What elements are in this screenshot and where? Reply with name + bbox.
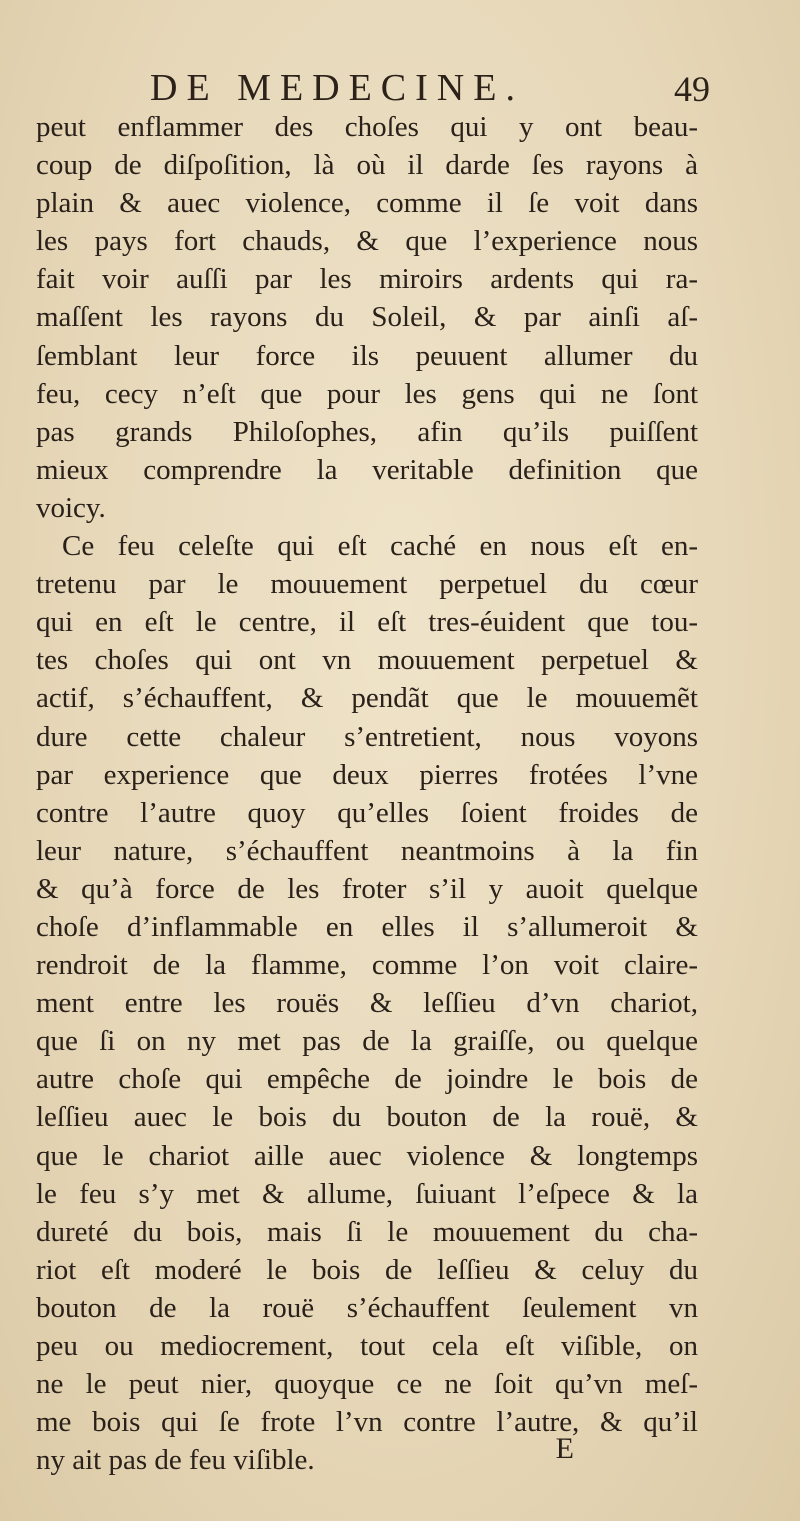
text-line: & qu’à force de les froter s’il y auoit quelque	[36, 872, 698, 905]
catchword: E	[555, 1432, 574, 1465]
text-line: ne le peut nier, quoyque ce ne ſoit qu’vn meſ-	[36, 1368, 698, 1401]
text-line: que ſi on ny met pas de la graiſſe, ou quelque	[36, 1025, 698, 1058]
text-line: contre l’autre quoy qu’elles ſoient froides de	[36, 796, 698, 829]
text-line: leur nature, s’échauffent neantmoins à la fin	[36, 834, 698, 867]
text-line: leſſieu auec le bois du bouton de la rouë, &	[36, 1101, 698, 1134]
text-line: par experience que deux pierres frotées l’vne	[36, 758, 698, 791]
text-line: dure cette chaleur s’entretient, nous voyons	[36, 720, 698, 753]
text-line: autre choſe qui empêche de joindre le bois de	[36, 1063, 698, 1096]
text-line: tretenu par le mouuement perpetuel du cœur	[36, 568, 698, 601]
text-line: voicy.	[36, 491, 106, 524]
text-line: dureté du bois, mais ſi le mouuement du cha-	[36, 1215, 698, 1248]
text-line: me bois qui ſe frote l’vn contre l’autre, & qu’il	[36, 1406, 698, 1439]
text-line: peu ou mediocrement, tout cela eſt viſible, on	[36, 1330, 698, 1362]
body-text	[36, 108, 698, 1479]
text-line: ny ait pas de feu viſible.	[36, 1444, 315, 1477]
page-number: 49	[674, 69, 710, 109]
text-line: maſſent les rayons du Soleil, & par ainſi aſ-	[36, 301, 698, 334]
text-line: tes choſes qui ont vn mouuement perpetuel &	[36, 644, 698, 677]
text-line: coup de diſpoſition, là où il darde ſes rayons à	[36, 149, 698, 182]
text-line: le feu s’y met & allume, ſuiuant l’eſpece & la	[36, 1177, 698, 1210]
text-line: feu, cecy n’eſt que pour les gens qui ne ſont	[36, 377, 698, 410]
text-line: Ce feu celeſte qui eſt caché en nous eſt en-	[62, 530, 698, 563]
text-line: plain & auec violence, comme il ſe voit dans	[36, 187, 698, 220]
text-line: ment entre les rouës & leſſieu d’vn chariot,	[36, 987, 698, 1020]
text-line: pas grands Philoſophes, afin qu’ils puiſſent	[36, 415, 698, 448]
text-line: peut enflammer des choſes qui y ont beau-	[36, 111, 698, 143]
text-line: actif, s’échauffent, & pendãt que le mouuemẽt	[36, 682, 698, 715]
text-line: que le chariot aille auec violence & longtemps	[36, 1139, 698, 1172]
text-line: rendroit de la flamme, comme l’on voit claire-	[36, 949, 698, 982]
running-head: DE MEDECINE.	[150, 67, 524, 109]
text-line: fait voir auſſi par les miroirs ardents qui ra-	[36, 263, 698, 296]
text-line: les pays fort chauds, & que l’experience nous	[36, 225, 698, 258]
text-line: choſe d’inflammable en elles il s’allumeroit &	[36, 910, 698, 943]
text-line: ſemblant leur force ils peuuent allumer du	[36, 339, 698, 372]
text-line: bouton de la rouë s’échauffent ſeulement vn	[36, 1291, 698, 1324]
text-line: riot eſt moderé le bois de leſſieu & celuy du	[36, 1253, 698, 1286]
text-line: qui en eſt le centre, il eſt tres-éuident que tou-	[36, 606, 698, 639]
text-line: mieux comprendre la veritable definition que	[36, 453, 698, 486]
